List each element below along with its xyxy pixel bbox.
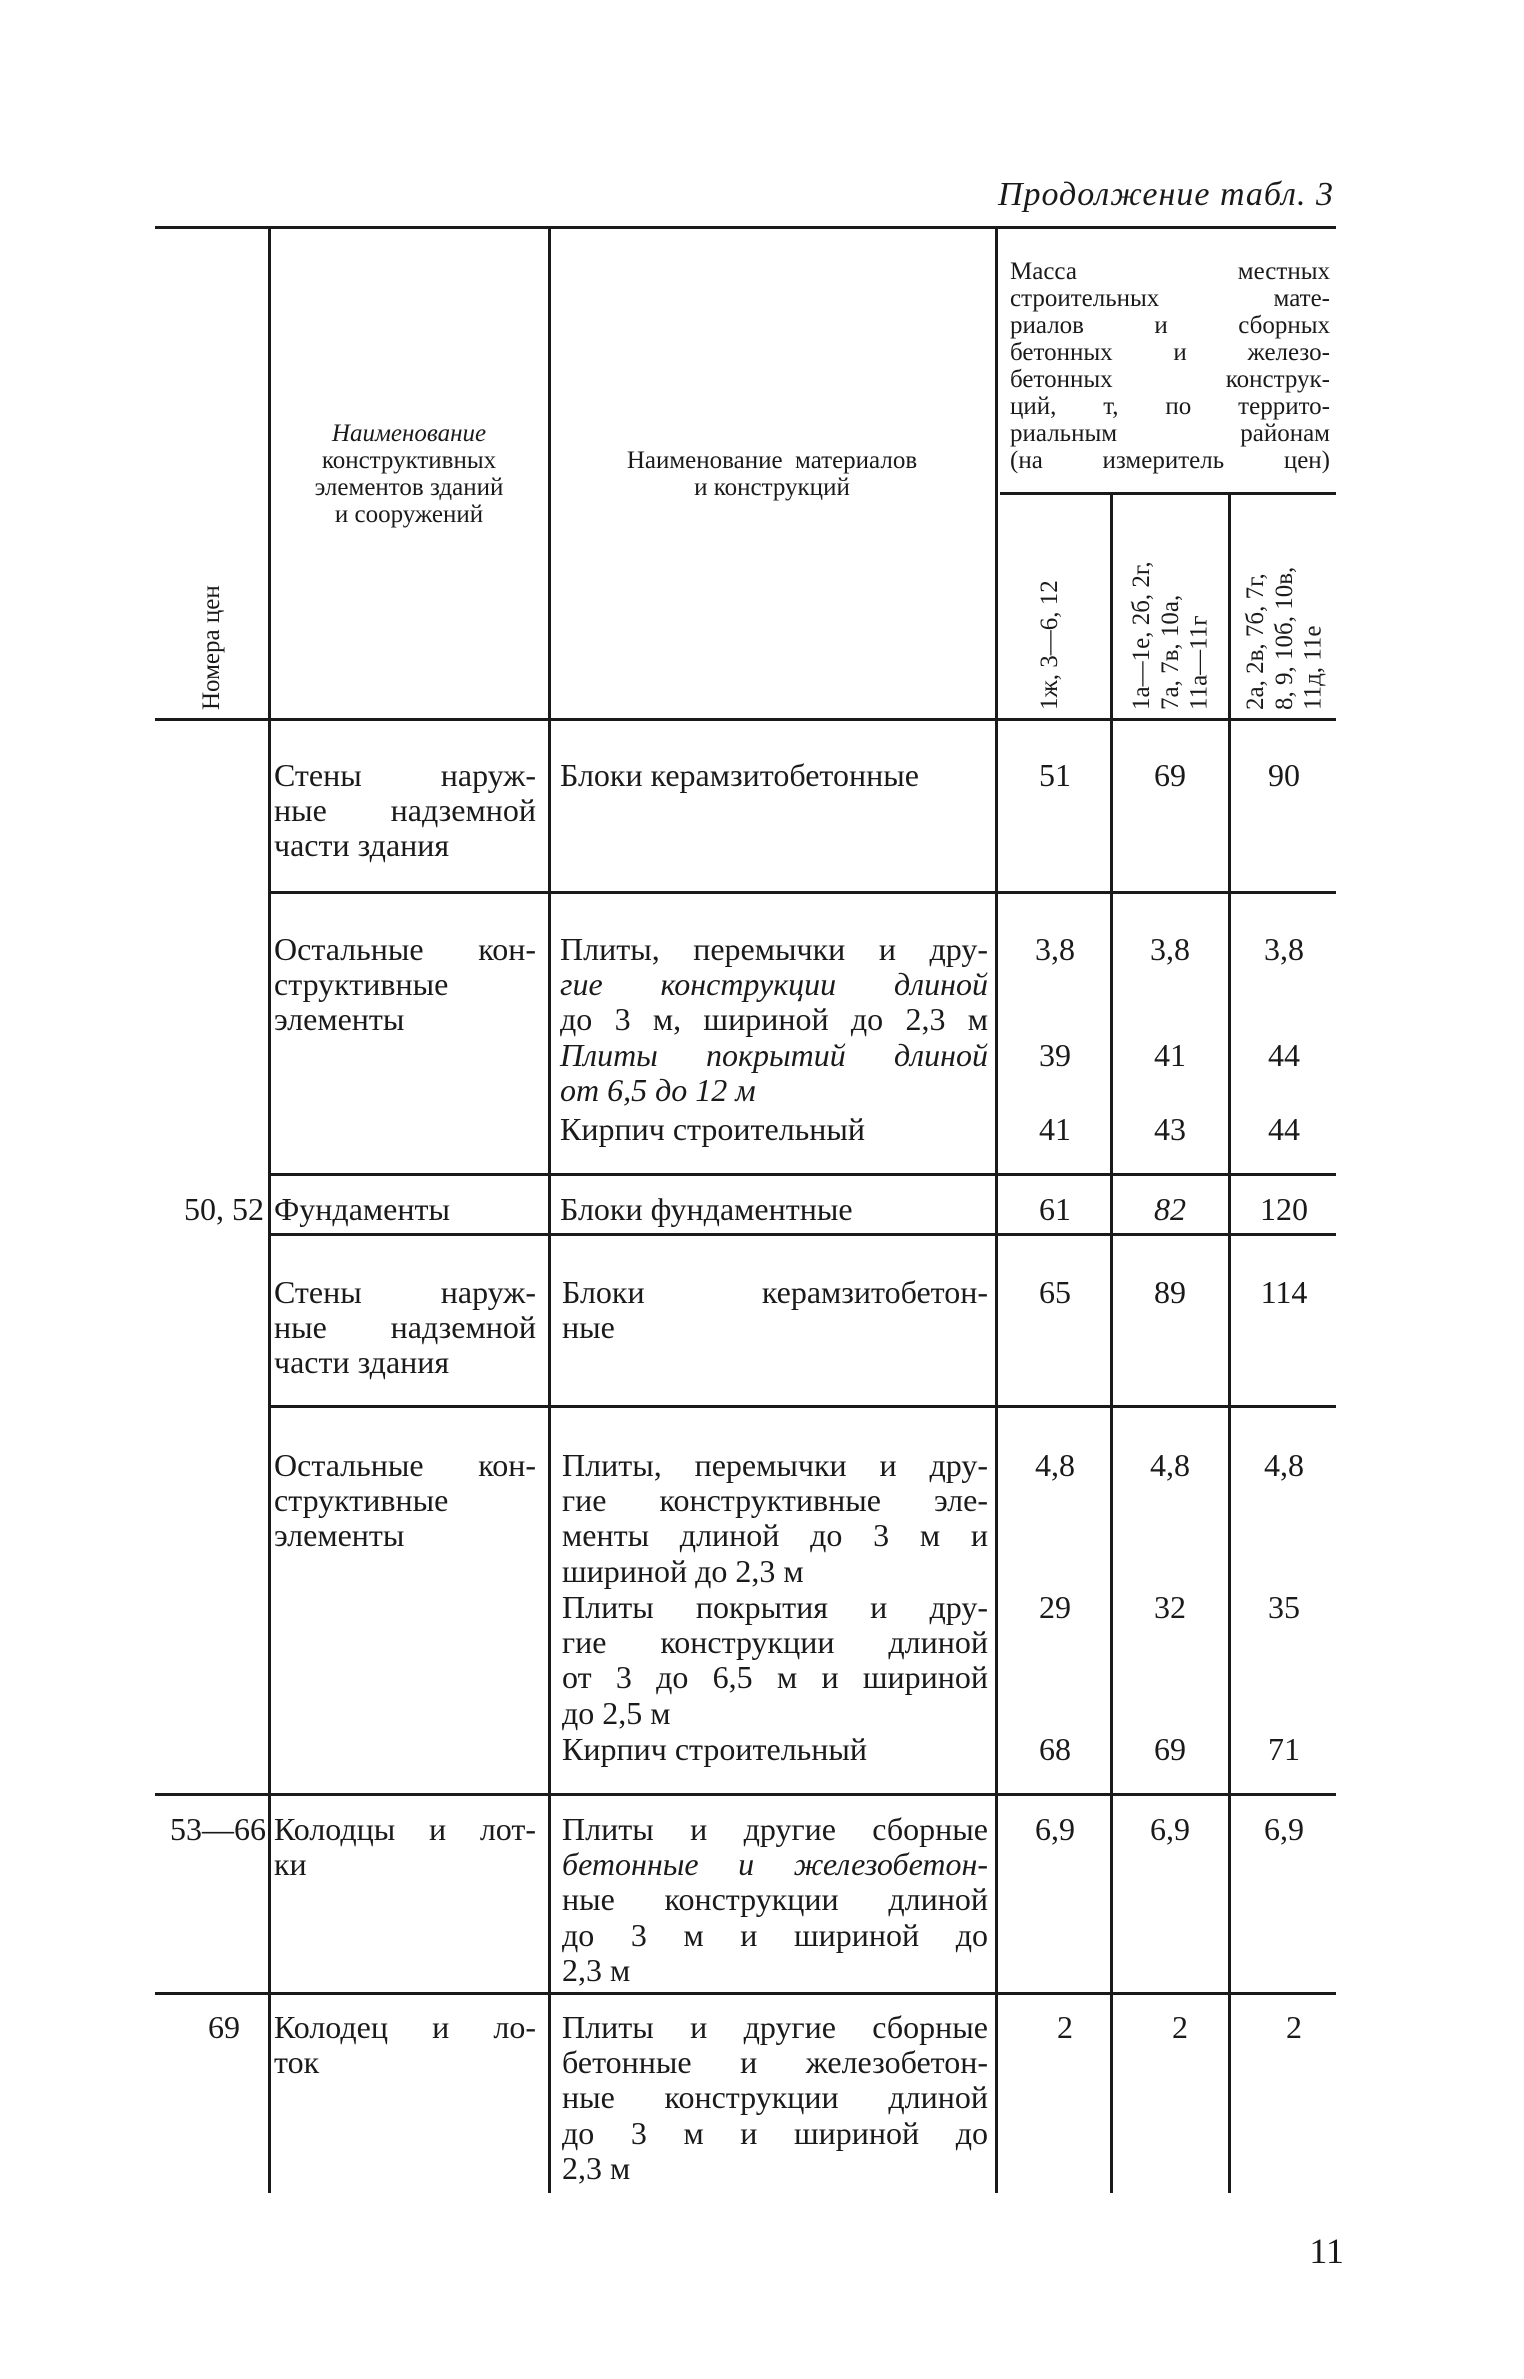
row4-material — [562, 1275, 988, 1345]
row5-element-line: Остальные кон- — [274, 1447, 536, 1483]
row-rule-6 — [155, 1992, 1336, 1995]
row2-material-line: гие конструкции длиной — [560, 966, 988, 1003]
row5-m1-value-3: 4,8 — [1264, 1447, 1304, 1483]
row5-m3-value-3: 71 — [1268, 1731, 1300, 1767]
table-caption: Продолжение табл. 3 — [997, 176, 1334, 213]
row6-value-3: 6,9 — [1264, 1811, 1304, 1847]
row6-element-line: ки — [274, 1846, 307, 1883]
row3-number: 50, 52 — [184, 1191, 264, 1227]
row4-element — [274, 1275, 536, 1381]
row5-element-line: элементы — [274, 1517, 405, 1554]
row-rule-4 — [270, 1405, 1336, 1408]
row3-value-3: 120 — [1260, 1191, 1308, 1227]
header-region-2-line2: 7а, 7в, 10а, — [1156, 594, 1184, 710]
col-rule-mass — [995, 228, 998, 2193]
row6-element — [274, 1812, 536, 1882]
header-mass-line: строительных мате- — [1010, 285, 1330, 312]
row2-m1-value-2: 3,8 — [1150, 931, 1190, 967]
row5-material-line: шириной до 2,3 м — [562, 1552, 804, 1589]
row5-element-line: структивные — [274, 1482, 449, 1519]
row2-material-line: от 6,5 до 12 м — [560, 1072, 756, 1109]
row7-material-line: Плиты и другие сборные — [562, 2009, 988, 2045]
row-rule-3 — [270, 1233, 1336, 1236]
row3-value-2: 82 — [1154, 1191, 1186, 1227]
row1-element — [274, 758, 536, 864]
row3-value-1: 61 — [1039, 1191, 1071, 1227]
header-region-2-line3: 11а—11г — [1185, 615, 1213, 710]
header-elements-line3: элементов зданий — [314, 474, 504, 501]
row7-material-line: до 3 м и шириной до — [562, 2114, 988, 2151]
row6-material-line: Плиты и другие сборные — [562, 1811, 988, 1847]
header-region-3-line3: 11д, 11е — [1299, 625, 1327, 710]
row2-material-3 — [560, 1112, 988, 1147]
row2-m1-value-1: 3,8 — [1035, 931, 1075, 967]
row6-material-line: до 3 м и шириной до — [562, 1916, 988, 1953]
header-mass-line: ций, т, по террито- — [1010, 393, 1330, 420]
row2-element — [274, 932, 536, 1038]
row1-element-line: ные надземной — [274, 792, 536, 829]
row2-material-1 — [560, 932, 988, 1038]
row2-material-line: до 3 м, шириной до 2,3 м — [560, 1001, 988, 1038]
row7-element — [274, 2010, 536, 2080]
header-top-rule — [155, 226, 1336, 229]
row2-m2-value-2: 41 — [1154, 1037, 1186, 1073]
row2-material-line: Плиты, перемычки и дру- — [560, 931, 988, 967]
row-rule-5 — [155, 1793, 1336, 1796]
row4-value-1: 65 — [1039, 1274, 1071, 1310]
mass-header-divider — [1000, 492, 1336, 495]
header-region-3 — [1242, 500, 1328, 710]
page-number: 11 — [1309, 2231, 1344, 2271]
row6-material-line: ные конструкции длиной — [562, 1881, 988, 1918]
row5-element — [274, 1448, 536, 1554]
row5-material-line: Кирпич строительный — [562, 1731, 868, 1767]
row5-m2-value-3: 35 — [1268, 1589, 1300, 1625]
row7-value-3: 2 — [1286, 2009, 1302, 2045]
row2-material-2 — [560, 1038, 988, 1108]
row7-value-2: 2 — [1172, 2009, 1188, 2045]
col-rule-materials — [548, 228, 551, 2193]
row7-element-line: ток — [274, 2044, 320, 2081]
row5-material-line: Плиты, перемычки и дру- — [562, 1447, 988, 1483]
row5-material-line: гие конструктивные эле- — [562, 1482, 988, 1519]
row2-material-line: Кирпич строительный — [560, 1111, 866, 1147]
row2-m3-value-3: 44 — [1268, 1111, 1300, 1147]
row2-m2-value-1: 39 — [1039, 1037, 1071, 1073]
header-price-numbers: Номера цен — [198, 585, 225, 710]
row-rule-2 — [270, 1173, 1336, 1176]
header-elements-line1: Наименование — [331, 420, 487, 447]
header-region-3-line1: 2а, 2в, 7б, 7г, — [1242, 573, 1269, 710]
row1-element-line: Стены наруж- — [274, 757, 536, 793]
row1-value-1: 51 — [1039, 757, 1071, 793]
row5-m3-value-2: 69 — [1154, 1731, 1186, 1767]
row5-material-3 — [562, 1732, 988, 1767]
header-mass-line: (на измеритель цен) — [1010, 447, 1330, 474]
header-region-1: 1ж, 3—6, 12 — [1036, 580, 1063, 710]
row7-element-line: Колодец и ло- — [274, 2009, 536, 2045]
row6-material — [562, 1812, 988, 1988]
row2-m2-value-3: 44 — [1268, 1037, 1300, 1073]
row4-value-3: 114 — [1260, 1274, 1308, 1310]
row7-material-line: ные конструкции длиной — [562, 2079, 988, 2116]
row6-material-line: 2,3 м — [562, 1951, 631, 1988]
row5-m2-value-1: 29 — [1039, 1589, 1071, 1625]
row1-value-2: 69 — [1154, 757, 1186, 793]
row7-material-line: бетонные и железобетон- — [562, 2044, 988, 2081]
col-rule-elements — [268, 228, 271, 2193]
row4-element-line: части здания — [274, 1344, 450, 1381]
header-bottom-rule — [155, 718, 1336, 721]
row5-material-line: Плиты покрытия и дру- — [562, 1589, 988, 1625]
row4-material-line: Блоки керамзитобетон- — [562, 1274, 988, 1310]
row3-element: Фундаменты — [274, 1191, 450, 1227]
row5-m1-value-2: 4,8 — [1150, 1447, 1190, 1483]
header-region-2-line1: 1а—1е, 2б, 2г, — [1128, 561, 1155, 710]
header-materials-line2: и конструкций — [694, 474, 850, 501]
row2-element-line: структивные — [274, 966, 449, 1003]
row2-m3-value-2: 43 — [1154, 1111, 1186, 1147]
row2-m3-value-1: 41 — [1039, 1111, 1071, 1147]
header-materials — [556, 447, 988, 501]
row-rule-1 — [270, 891, 1336, 894]
row3-material: Блоки фундаментные — [560, 1191, 853, 1227]
header-mass-line: бетонных и железо- — [1010, 339, 1330, 366]
row6-value-2: 6,9 — [1150, 1811, 1190, 1847]
row2-element-line: элементы — [274, 1001, 405, 1038]
row5-m3-value-1: 68 — [1039, 1731, 1071, 1767]
header-region-2 — [1128, 500, 1214, 710]
row7-value-1: 2 — [1057, 2009, 1073, 2045]
row7-number: 69 — [208, 2009, 240, 2045]
row5-material-line: гие конструкции длиной — [562, 1624, 988, 1661]
row5-material-line: менты длиной до 3 м и — [562, 1517, 988, 1554]
row5-material-line: от 3 до 6,5 м и шириной — [562, 1659, 988, 1696]
header-mass-line: риальным районам — [1010, 420, 1330, 447]
header-mass-line: риалов и сборных — [1010, 312, 1330, 339]
row7-material — [562, 2010, 988, 2186]
row2-m1-value-3: 3,8 — [1264, 931, 1304, 967]
row6-number: 53—66 — [170, 1811, 266, 1847]
header-elements — [276, 420, 542, 528]
row6-material-line: бетонные и железобетон- — [562, 1846, 988, 1883]
row6-element-line: Колодцы и лот- — [274, 1811, 536, 1847]
row2-material-line: Плиты покрытий длиной — [560, 1037, 988, 1073]
header-materials-line1: Наименование материалов — [626, 447, 918, 474]
row5-m2-value-2: 32 — [1154, 1589, 1186, 1625]
row1-value-3: 90 — [1268, 757, 1300, 793]
row1-element-line: части здания — [274, 827, 450, 864]
header-mass-line: бетонных конструк- — [1010, 366, 1330, 393]
row4-element-line: Стены наруж- — [274, 1274, 536, 1310]
header-elements-line2: конструктивных — [321, 447, 497, 474]
header-region-3-line2: 8, 9, 10б, 10в, — [1270, 566, 1298, 710]
row1-material: Блоки керамзитобетонные — [560, 757, 919, 793]
header-mass — [1010, 258, 1330, 474]
row5-material-2 — [562, 1590, 988, 1731]
row4-value-2: 89 — [1154, 1274, 1186, 1310]
col-rule-region2 — [1110, 494, 1113, 2193]
header-elements-line4: и сооружений — [334, 501, 484, 528]
row4-element-line: ные надземной — [274, 1309, 536, 1346]
row2-element-line: Остальные кон- — [274, 931, 536, 967]
row5-m1-value-1: 4,8 — [1035, 1447, 1075, 1483]
row6-value-1: 6,9 — [1035, 1811, 1075, 1847]
col-rule-region3 — [1228, 494, 1231, 2193]
row5-material-line: до 2,5 м — [562, 1694, 671, 1731]
row7-material-line: 2,3 м — [562, 2149, 631, 2186]
row5-material-1 — [562, 1448, 988, 1589]
row4-material-line: ные — [562, 1309, 615, 1346]
header-mass-line: Масса местных — [1010, 258, 1330, 285]
